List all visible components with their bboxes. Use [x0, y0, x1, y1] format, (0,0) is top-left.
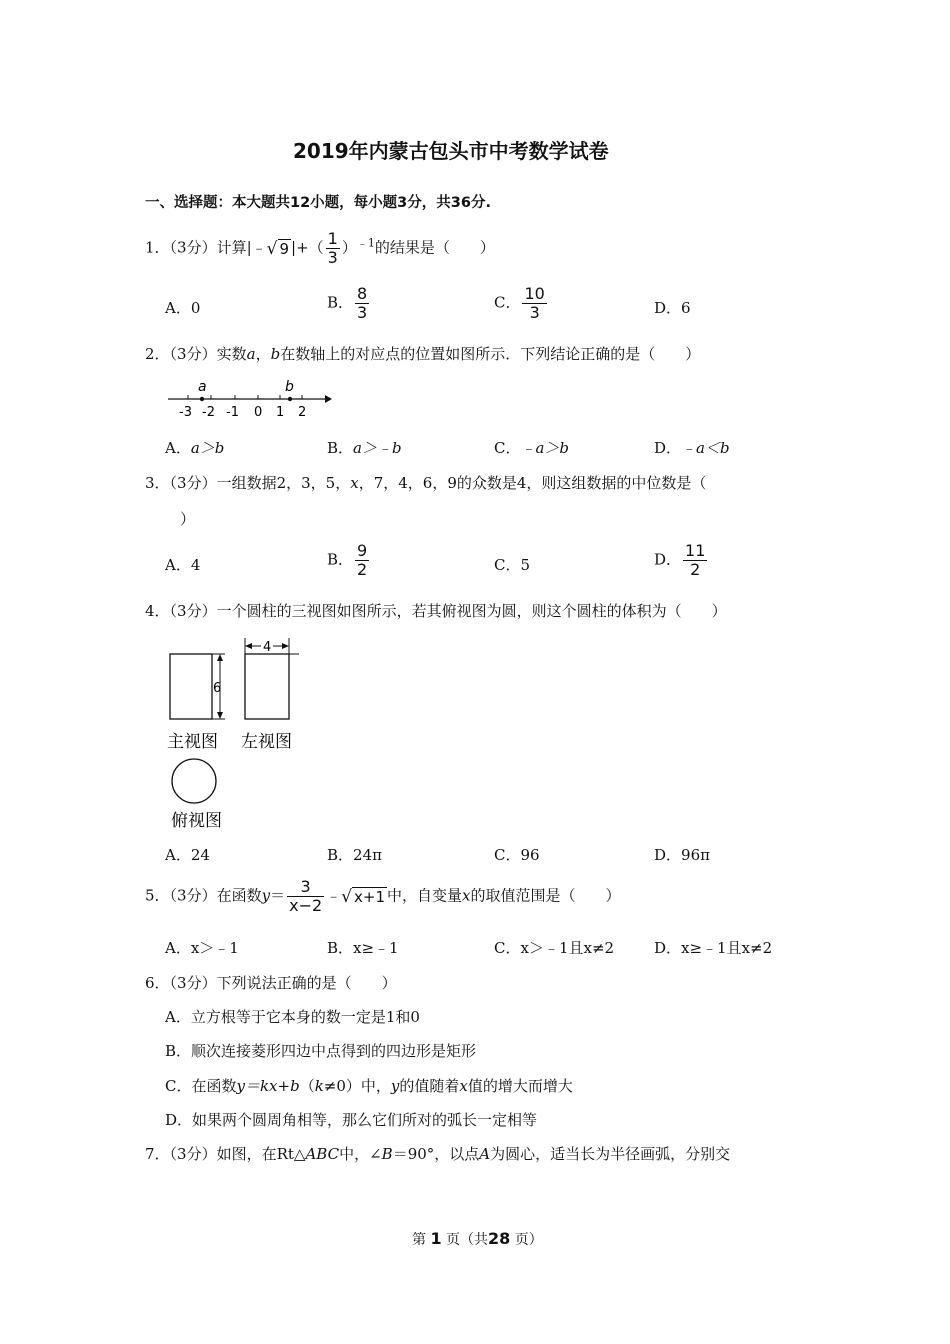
footer-text: 页）	[514, 1232, 543, 1248]
variable: y	[390, 1077, 400, 1095]
option-d	[654, 937, 772, 958]
option-label: B．	[327, 293, 354, 312]
minus-sign: ﹣	[326, 886, 342, 905]
option-expression: ﹣a＜b	[681, 439, 730, 457]
question-points: （3分）	[169, 345, 217, 363]
radicand: 9	[279, 239, 290, 258]
left-view-rect	[245, 654, 289, 719]
question-points: （3分）	[169, 886, 217, 905]
option-b: B．顺次连接菱形四边中点得到的四边形是矩形	[165, 1042, 477, 1060]
tick-label: -3	[179, 405, 192, 420]
point-a	[200, 397, 204, 401]
option-expression: x＞﹣1且x≠2	[520, 939, 615, 957]
question-text: 在函数	[216, 886, 262, 905]
question-1	[145, 230, 495, 267]
option-c	[165, 1075, 573, 1096]
exponent: ﹣1	[356, 236, 375, 250]
option-c: C．5	[494, 556, 531, 574]
option-d	[654, 437, 730, 458]
section-heading: 一、选择题：本大题共12小题，每小题3分，共36分.	[145, 195, 491, 211]
question-number: 7．	[145, 1145, 170, 1163]
sqrt-expression: √ 9	[266, 238, 290, 259]
option-label: D．	[654, 939, 682, 957]
option-label: B．	[327, 439, 354, 457]
question-text: 为圆心，适当长为半径画弧，分别交	[490, 1145, 731, 1163]
option-expression: x≥﹣1且x≠2	[681, 939, 773, 957]
variable: b	[270, 345, 281, 363]
option-a	[165, 437, 224, 458]
tick-label: 0	[254, 405, 263, 420]
option-b	[327, 542, 371, 579]
top-view-circle	[172, 759, 216, 803]
option-d: D．如果两个圆周角相等，那么它们所对的弧长一定相等	[165, 1111, 538, 1129]
option-expression: x≥﹣1	[353, 939, 399, 957]
question-5	[145, 878, 621, 915]
question-6	[145, 972, 397, 993]
fraction	[355, 285, 369, 322]
option-text: （	[299, 1077, 315, 1095]
question-number: 2．	[145, 345, 170, 363]
question-number: 5．	[145, 886, 170, 905]
option-b	[327, 285, 371, 322]
label-a: a	[198, 379, 207, 395]
option-label: C．	[494, 293, 521, 312]
sqrt-expression: √ x+1	[341, 886, 386, 907]
question-text: 一组数据2，3，5，	[216, 474, 351, 492]
numerator: 3	[300, 877, 311, 896]
footer-text: 第	[412, 1232, 426, 1248]
question-text: ＝90°，以点	[392, 1145, 480, 1163]
option-c	[494, 437, 569, 458]
tick-label: 2	[298, 405, 307, 420]
fraction	[355, 542, 369, 579]
question-text: 中，∠	[339, 1145, 382, 1163]
option-text: C．在函数	[165, 1077, 237, 1095]
radicand: x+1	[354, 887, 386, 906]
separator: ，	[255, 345, 271, 363]
denominator: 2	[690, 560, 701, 579]
option-text: 值的增大而增大	[467, 1077, 573, 1095]
option-c	[494, 285, 549, 322]
option-label: B．	[327, 939, 354, 957]
option-c	[494, 937, 614, 958]
tick-label: -2	[202, 405, 215, 420]
option-expression: x＞﹣1	[190, 939, 239, 957]
footer-text: 页（共	[446, 1232, 489, 1248]
option-c: C．96	[494, 846, 540, 864]
front-view-label: 主视图	[167, 732, 218, 752]
variable: B	[381, 1145, 393, 1163]
equals: ＝	[270, 886, 286, 905]
question-points: （3分）	[169, 474, 217, 492]
question-2	[145, 343, 700, 364]
option-text: 的值随着	[399, 1077, 460, 1095]
numerator: 11	[685, 541, 706, 560]
question-points: （3分）	[169, 238, 217, 257]
denominator: 2	[357, 560, 368, 579]
fraction	[326, 230, 340, 267]
width-dimension: 4	[263, 640, 272, 655]
triangle-name: ABC	[305, 1145, 340, 1163]
tick-label: -1	[226, 405, 239, 420]
option-a: A．4	[165, 556, 201, 574]
question-text: 计算|﹣	[216, 238, 267, 257]
three-views-figure	[165, 634, 315, 834]
fraction	[522, 285, 546, 322]
question-text: |+（	[291, 238, 324, 257]
question-text: 的取值范围是（ ）	[470, 886, 621, 905]
front-view-rect	[170, 654, 212, 719]
variable: A	[479, 1145, 491, 1163]
question-points: （3分）	[169, 602, 217, 620]
variable: x	[350, 474, 359, 492]
denominator: 3	[327, 248, 338, 267]
page-number: 1	[430, 1229, 442, 1248]
option-label: A．	[165, 439, 191, 457]
numerator: 9	[357, 541, 368, 560]
option-text: ≠0）中，	[323, 1077, 391, 1095]
option-label: A．	[165, 939, 191, 957]
question-text: 实数	[216, 345, 247, 363]
option-a	[165, 937, 239, 958]
question-text: 在数轴上的对应点的位置如图所示．下列结论正确的是（ ）	[280, 345, 701, 363]
option-d	[654, 542, 709, 579]
denominator: 3	[357, 303, 368, 322]
question-number: 3．	[145, 474, 170, 492]
option-expression: ﹣a＞b	[520, 439, 570, 457]
fraction	[287, 878, 324, 915]
option-label: B．	[327, 550, 354, 569]
question-text: ）	[341, 238, 357, 257]
question-7	[145, 1143, 730, 1164]
option-b: B．24π	[327, 846, 382, 864]
page-footer	[412, 1229, 543, 1249]
option-b	[327, 937, 399, 958]
question-text: 一个圆柱的三视图如图所示，若其俯视图为圆，则这个圆柱的体积为（ ）	[216, 602, 727, 620]
question-points: （3分）	[169, 974, 217, 992]
left-view-label: 左视图	[241, 732, 292, 752]
label-b: b	[285, 379, 294, 395]
question-3	[145, 472, 706, 493]
variable: k	[314, 1077, 324, 1095]
question-number: 6．	[145, 974, 170, 992]
total-pages: 28	[488, 1229, 511, 1248]
question-4	[145, 600, 727, 621]
variable: a	[246, 345, 256, 363]
top-view-label: 俯视图	[171, 811, 222, 831]
option-label: C．	[494, 939, 521, 957]
height-dimension: 6	[213, 681, 222, 696]
option-label: C．	[494, 439, 521, 457]
question-text: ，7，4，6，9的众数是4，则这组数据的中位数是（	[358, 474, 707, 492]
question-number: 4．	[145, 602, 170, 620]
denominator: x−2	[289, 896, 323, 915]
exam-title: 2019年内蒙古包头市中考数学试卷	[293, 139, 609, 163]
question-3-continuation: ）	[180, 510, 196, 528]
option-a: A．24	[165, 846, 210, 864]
option-expression: a＞b	[190, 439, 225, 457]
option-d: D．96π	[654, 846, 710, 864]
variable: y	[261, 886, 271, 905]
numerator: 8	[357, 284, 368, 303]
question-text: 中，自变量	[387, 886, 463, 905]
number-line-figure	[165, 377, 335, 422]
numerator: 10	[524, 284, 545, 303]
tick-label: 1	[276, 405, 285, 420]
question-points: （3分）	[169, 1145, 217, 1163]
option-a: A．0	[165, 299, 201, 317]
variable: x	[462, 886, 471, 905]
question-number: 1．	[145, 238, 170, 257]
option-label: D．	[654, 439, 682, 457]
point-b	[288, 397, 292, 401]
question-text: 下列说法正确的是（ ）	[216, 974, 397, 992]
option-b	[327, 437, 402, 458]
option-d: D．6	[654, 299, 691, 317]
option-a: A．立方根等于它本身的数一定是1和0	[165, 1008, 420, 1026]
denominator: 3	[529, 303, 540, 322]
question-text: 的结果是（ ）	[374, 238, 495, 257]
variable: x	[459, 1077, 468, 1095]
option-expression: a＞﹣b	[353, 439, 402, 457]
fraction	[683, 542, 707, 579]
option-label: D．	[654, 550, 682, 569]
function-expression: y＝kx+b	[236, 1077, 300, 1095]
question-text: 如图，在Rt△	[216, 1145, 306, 1163]
numerator: 1	[327, 229, 338, 248]
